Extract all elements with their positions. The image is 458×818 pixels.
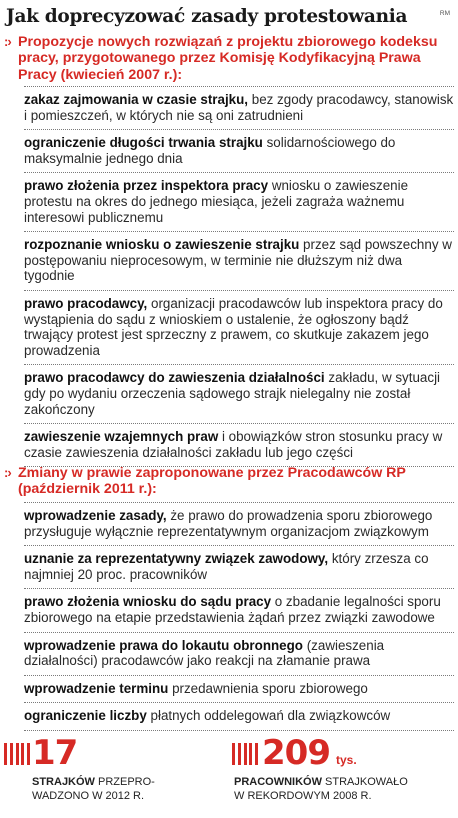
item-text: przez sąd powszechny w postępowaniu nieprocesowym, w terminie nie dłuższym niż dwa tygodnie (24, 237, 452, 284)
item-text: wniosku o zawieszenie protestu na okres do jednego miesiąca, jeżeli zagraża ważnemu interesowi publicznemu (24, 178, 409, 225)
item-text: bez zgody pracodawcy, stanowisk i pomieszczeń, w których nie są oni zatrudnieni (24, 92, 454, 123)
item-text: płatnych oddelegowań dla związkowców (146, 708, 391, 724)
section2-heading-text: Zmiany w prawie zaproponowane przez Pracodawców RP (październik 2011 r.): (18, 465, 406, 498)
list-item (24, 423, 454, 467)
list-item (24, 588, 454, 631)
bars-icon (232, 743, 258, 765)
list-item (24, 86, 454, 129)
item-keyword: rozpoznanie wniosku o zawieszenie strajku (24, 237, 300, 253)
stat-caption-keyword: PRACOWNIKÓW (234, 776, 322, 788)
item-keyword: ograniczenie długości trwania strajku (24, 135, 263, 151)
item-keyword: ograniczenie liczby (24, 708, 147, 724)
list-item (24, 172, 454, 231)
stat-unit: tys. (336, 753, 357, 767)
stat-caption-text: STRAJKOWAŁO (322, 776, 408, 788)
list-item (24, 364, 454, 423)
item-text: że prawo do prowadzenia sporu zbiorowego przysługuje wyłącznie reprezentatywnym organizacjom związkowym (24, 508, 433, 539)
section1-list (24, 86, 454, 467)
item-text: (zawieszenia działalności) pracodawców jako reakcji na złamanie prawa (24, 637, 385, 669)
list-item (24, 675, 454, 703)
list-item (24, 502, 454, 545)
stat-number-workers: 209 (262, 733, 330, 773)
stat-caption-workers (234, 775, 408, 803)
section1-heading (4, 34, 452, 83)
list-item (24, 702, 454, 731)
bullet-arrow-icon: :› (4, 34, 11, 49)
item-keyword: prawo pracodawcy do zawieszenia działalności (24, 370, 325, 386)
item-keyword: wprowadzenie zasady, (24, 508, 167, 523)
stat-caption-keyword: STRAJKÓW (32, 776, 95, 788)
list-item (24, 632, 454, 675)
bars-icon (4, 743, 30, 765)
item-keyword: zawieszenie wzajemnych praw (24, 429, 219, 445)
item-keyword: wprowadzenie terminu (24, 680, 169, 696)
page-title: Jak doprecyzować zasady protestowania (6, 6, 408, 27)
item-text: który zrzesza co najmniej 20 proc. pracowników (24, 551, 429, 582)
item-keyword: zakaz zajmowania w czasie strajku, (24, 92, 249, 107)
item-keyword: prawo złożenia wniosku do sądu pracy (24, 594, 272, 610)
section2-list (24, 502, 454, 731)
credit-label: RM (439, 10, 450, 17)
stat-caption-line2: W REKORDOWYM 2008 R. (234, 790, 372, 802)
item-keyword: uznanie za reprezentatywny związek zawodowy, (24, 551, 329, 567)
section2-heading (4, 465, 452, 498)
stat-caption-line2: WADZONO W 2012 R. (32, 790, 145, 802)
item-text: zakładu, w sytuacji gdy po wydaniu orzeczenia sądowego strajk nielegalny nie został zakończony (24, 370, 441, 417)
list-item (24, 231, 454, 290)
item-keyword: prawo pracodawcy, (24, 295, 148, 311)
list-item (24, 545, 454, 588)
section1-heading-text: Propozycje nowych rozwiązań z projektu zbiorowego kodeksu pracy, przygotowanego przez Komisję Kodyfikacyjną Prawa Pracy (kwiecień 2007 r.): (18, 34, 438, 83)
item-keyword: prawo złożenia przez inspektora pracy (24, 178, 269, 194)
item-text: organizacji pracodawców lub inspektora pracy do wystąpienia do sądu z wnioskiem o ustalenie, że ogłoszony bądź trwający protest jest sprzeczny z prawem, co skutkuje zakazem jego prowadzenia (24, 295, 443, 358)
item-text: solidarnościowego do maksymalnie jednego dnia (24, 135, 396, 166)
list-item (24, 129, 454, 172)
item-text: i obowiązków stron stosunku pracy w czasie zawieszenia działalności zakładu lub jego części (24, 429, 443, 460)
item-text: o zbadanie legalności sporu zbiorowego na etapie przedstawienia żądań przez związki zawodowe (24, 594, 441, 625)
list-item (24, 290, 454, 364)
stats-row (0, 735, 458, 815)
item-text: przedawnienia sporu zbiorowego (168, 680, 368, 696)
stat-caption-strikes (32, 775, 155, 803)
bullet-arrow-icon: :› (4, 465, 11, 480)
stat-number-strikes: 17 (32, 733, 78, 773)
item-keyword: wprowadzenie prawa do lokautu obronnego (24, 637, 303, 653)
stat-caption-text: PRZEPRO- (94, 776, 155, 788)
